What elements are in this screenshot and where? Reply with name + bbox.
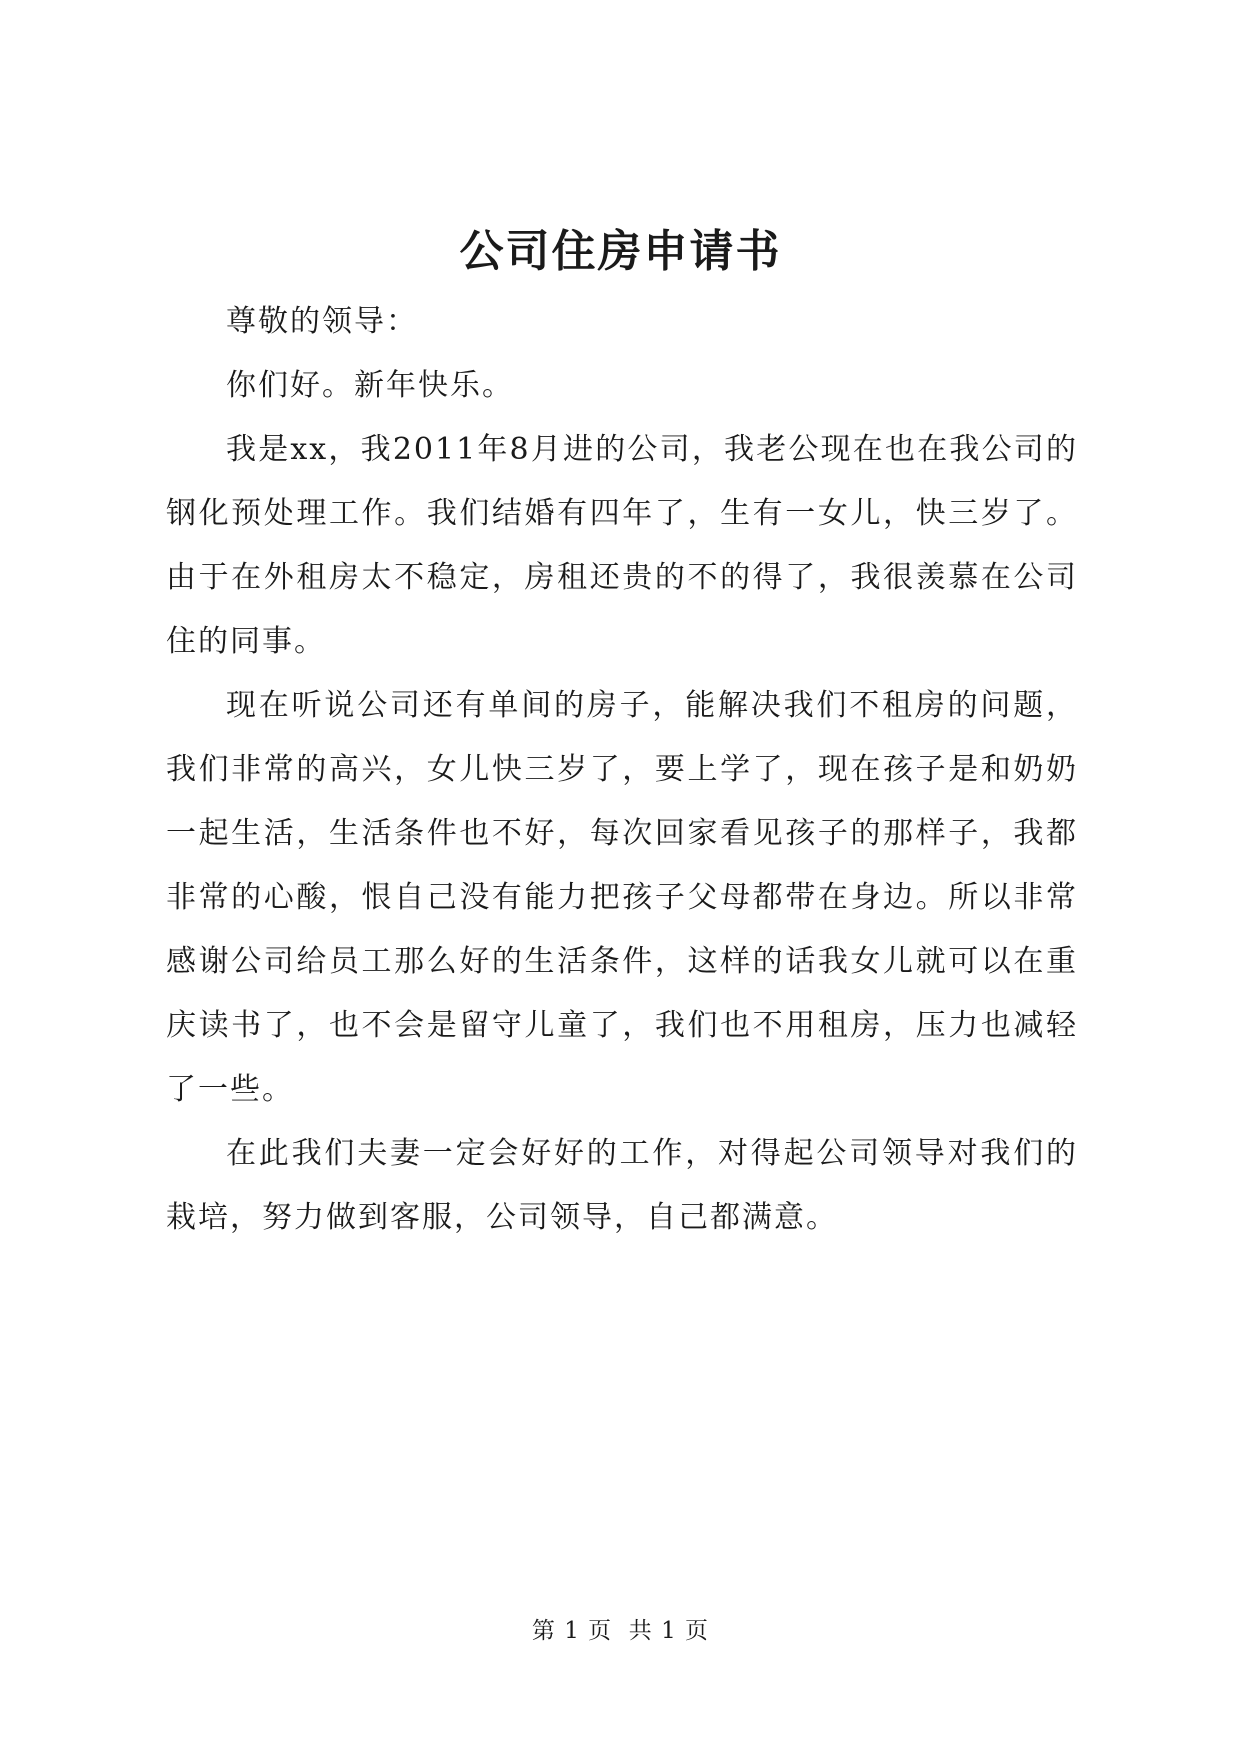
- paragraph-closing: 在此我们夫妻一定会好好的工作，对得起公司领导对我们的栽培，努力做到客服，公司领导，自己都满意。: [166, 1136, 1078, 1235]
- paragraph-background: 我是xx，我2011年8月进的公司，我老公现在也在我公司的钢化预处理工作。我们结婚有四年了，生有一女儿，快三岁了。由于在外租房太不稳定，房租还贵的不的得了，我很羡慕在公司住的同事。: [166, 432, 1078, 659]
- paragraph-request: 现在听说公司还有单间的房子，能解决我们不租房的问题，我们非常的高兴，女儿快三岁了，要上学了，现在孩子是和奶奶一起生活，生活条件也不好，每次回家看见孩子的那样子，我都非常的心酸，恨自己没有能力把孩子父母都带在身边。所以非常感谢公司给员工那么好的生活条件，这样的话我女儿就可以在重庆读书了，也不会是留守儿童了，我们也不用租房，压力也减轻了一些。: [166, 688, 1078, 1107]
- document-body: [166, 290, 1078, 1250]
- page-footer: [0, 1616, 1241, 1646]
- document-title: 公司住房申请书: [459, 226, 782, 277]
- greeting: 你们好。新年快乐。: [226, 368, 514, 403]
- page-number: 第 1 页 共 1 页: [531, 1618, 710, 1644]
- salutation: 尊敬的领导：: [226, 304, 418, 339]
